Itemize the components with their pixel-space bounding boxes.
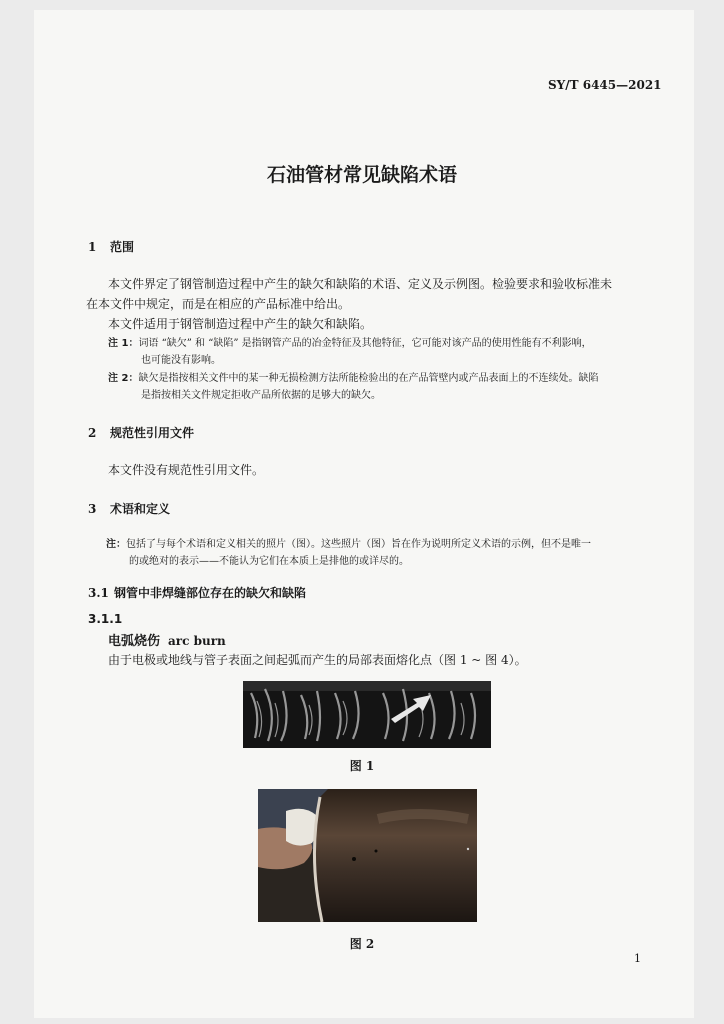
section-title: 钢管中非焊缝部位存在的缺欠和缺陷 [114,586,307,600]
paragraph: 本文件界定了钢管制造过程中产生的缺欠和缺陷的术语、定义及示例图。检验要求和验收标准未 [108,277,613,291]
figure-2-caption: 图 2 [349,937,375,951]
note-label: 注： [106,539,126,550]
term-chinese: 电弧烧伤 [108,634,161,649]
section-number: 1 [88,240,97,254]
figure-2-photo [258,789,477,922]
paragraph: 在本文件中规定，而是在相应的产品标准中给出。 [86,297,351,311]
note-text: 词语 “缺欠” 和 “缺陷” 是指钢管产品的冶金特征及其他特征，它可能对该产品的使用性能有不利影响， [138,338,592,349]
figure-1-caption: 图 1 [349,759,375,773]
section-number: 2 [88,426,97,440]
document-title: 石油管材常见缺陷术语 [266,164,457,186]
note-3 [106,536,591,553]
note-text: 也可能没有影响。 [141,355,221,366]
section-3-1-heading [88,584,306,601]
section-title: 术语和定义 [110,502,171,516]
figure-1-photo [243,681,491,748]
term-english: arc burn [168,634,226,648]
term-entry [108,630,226,649]
section-title: 规范性引用文件 [110,426,195,440]
section-number: 3 [88,502,97,516]
section-1-heading [88,238,134,255]
note-label: 注 1： [108,338,139,349]
note-2 [108,370,598,387]
section-2-heading [88,424,194,441]
note-text: 的或绝对的表示——不能认为它们在本质上是排他的或详尽的。 [129,556,409,567]
page-number: 1 [634,952,641,965]
note-text: 包括了与每个术语和定义相关的照片（图）。这些照片（图）旨在作为说明所定义术语的示例，但不是唯一 [126,539,591,550]
section-title: 范围 [110,240,135,254]
standard-number: SY/T 6445—2021 [548,78,662,92]
paragraph: 本文件适用于钢管制造过程中产生的缺欠和缺陷。 [108,317,373,331]
note-text: 是指按相关文件规定拒收产品所依据的足够大的缺欠。 [141,390,381,401]
note-label: 注 2： [108,373,139,384]
paragraph: 本文件没有规范性引用文件。 [108,463,265,477]
clause-number: 3.1.1 [88,612,123,626]
section-number: 3.1 [88,586,109,600]
note-text: 缺欠是指按相关文件中的某一种无损检测方法所能检验出的在产品管壁内或产品表面上的不连续处。缺陷 [138,373,599,384]
section-3-heading [88,500,170,517]
note-1 [108,335,592,352]
term-definition: 由于电极或地线与管子表面之间起弧而产生的局部表面熔化点（图 1 ~ 图 4）。 [108,653,527,667]
